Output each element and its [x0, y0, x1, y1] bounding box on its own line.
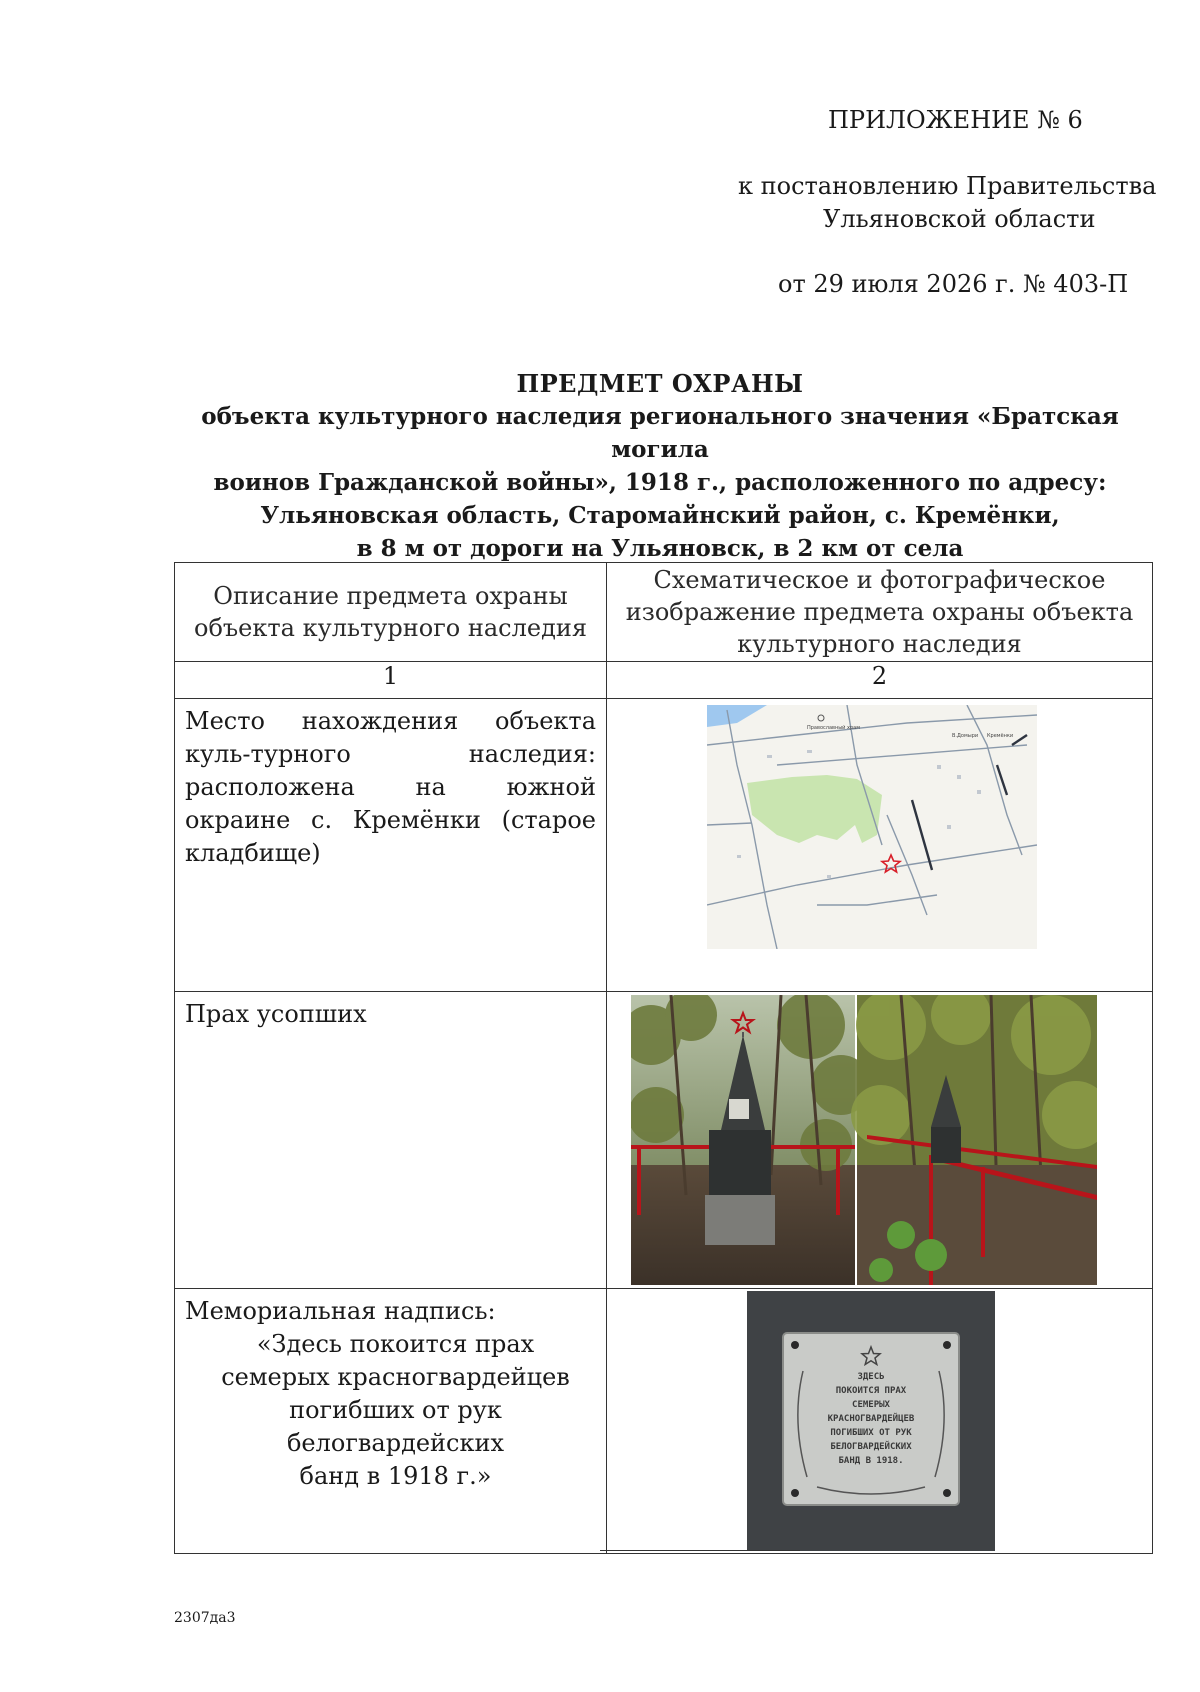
- appendix-number: ПРИЛОЖЕНИЕ № 6: [828, 106, 1083, 134]
- header-description: Описание предмета охраны объекта культурного наследия: [175, 563, 607, 662]
- title-line-2: воинов Гражданской войны», 1918 г., расположенного по адресу:: [213, 469, 1107, 496]
- column-number-2: 2: [607, 662, 1153, 699]
- document-title: [160, 368, 1160, 565]
- location-description: Место нахождения объекта куль-турного наследия: расположена на южной окраине с. Кремёнки (старое кладбище): [185, 707, 596, 867]
- table-row: [175, 699, 1153, 992]
- memorial-plaque-photo: [747, 1291, 995, 1551]
- header-image: Схематическое и фотографическое изображение предмета охраны объекта культурного наследия: [607, 563, 1153, 662]
- table-header-row: [175, 563, 1153, 662]
- monument-photos: [631, 995, 1097, 1285]
- monument-photo-side: [851, 995, 1097, 1285]
- plaque-line-6: БЕЛОГВАРДЕЙСКИХ: [830, 1442, 912, 1452]
- resolution-reference-line2: Ульяновской области: [823, 205, 1096, 233]
- inscription-text: [175, 1328, 606, 1493]
- map-label-village-1: В.Домыри: [952, 733, 979, 739]
- location-map: [707, 705, 1037, 949]
- plaque-line-4: КРАСНОГВАРДЕЙЦЕВ: [827, 1414, 915, 1424]
- inscription-line-1: «Здесь покоится прах: [256, 1330, 535, 1358]
- plaque-line-2: ПОКОИТСЯ ПРАХ: [835, 1386, 907, 1396]
- table-row: [175, 1289, 1153, 1554]
- title-line-4: в 8 м от дороги на Ульяновск, в 2 км от села: [356, 535, 964, 562]
- document-code: 2307да3: [174, 1610, 236, 1626]
- resolution-reference-line1: к постановлению Правительства: [738, 172, 1157, 200]
- resolution-date-number: от 29 июля 2026 г. № 403-П: [778, 270, 1129, 298]
- column-number-row: [175, 662, 1153, 699]
- title-line-3: Ульяновская область, Старомайнский район, с. Кремёнки,: [260, 502, 1060, 529]
- inscription-line-3: погибших от рук: [289, 1396, 502, 1424]
- bottom-divider: [600, 1550, 800, 1551]
- plaque-line-5: ПОГИБШИХ ОТ РУК: [830, 1428, 912, 1438]
- title-main: ПРЕДМЕТ ОХРАНЫ: [516, 369, 804, 398]
- title-line-1: объекта культурного наследия регионального значения «Братская могила: [201, 403, 1119, 463]
- remains-description: Прах усопших: [185, 1000, 367, 1028]
- monument-photo-front: [631, 995, 871, 1285]
- plaque-line-1: ЗДЕСЬ: [857, 1372, 885, 1382]
- inscription-line-2: семерых красногвардейцев: [221, 1363, 570, 1391]
- inscription-label: Мемориальная надпись:: [185, 1297, 496, 1325]
- protection-subject-table: [174, 562, 1153, 1554]
- table-row: [175, 992, 1153, 1289]
- inscription-line-4: белогвардейских: [286, 1429, 505, 1457]
- plaque-line-7: БАНД В 1918.: [838, 1456, 904, 1466]
- column-number-1: 1: [175, 662, 607, 699]
- map-label-village-2: Кремёнки: [987, 733, 1014, 739]
- plaque-line-3: СЕМЕРЫХ: [852, 1400, 890, 1410]
- inscription-line-5: банд в 1918 г.»: [299, 1462, 492, 1490]
- map-label-church: Православный храм: [807, 725, 860, 731]
